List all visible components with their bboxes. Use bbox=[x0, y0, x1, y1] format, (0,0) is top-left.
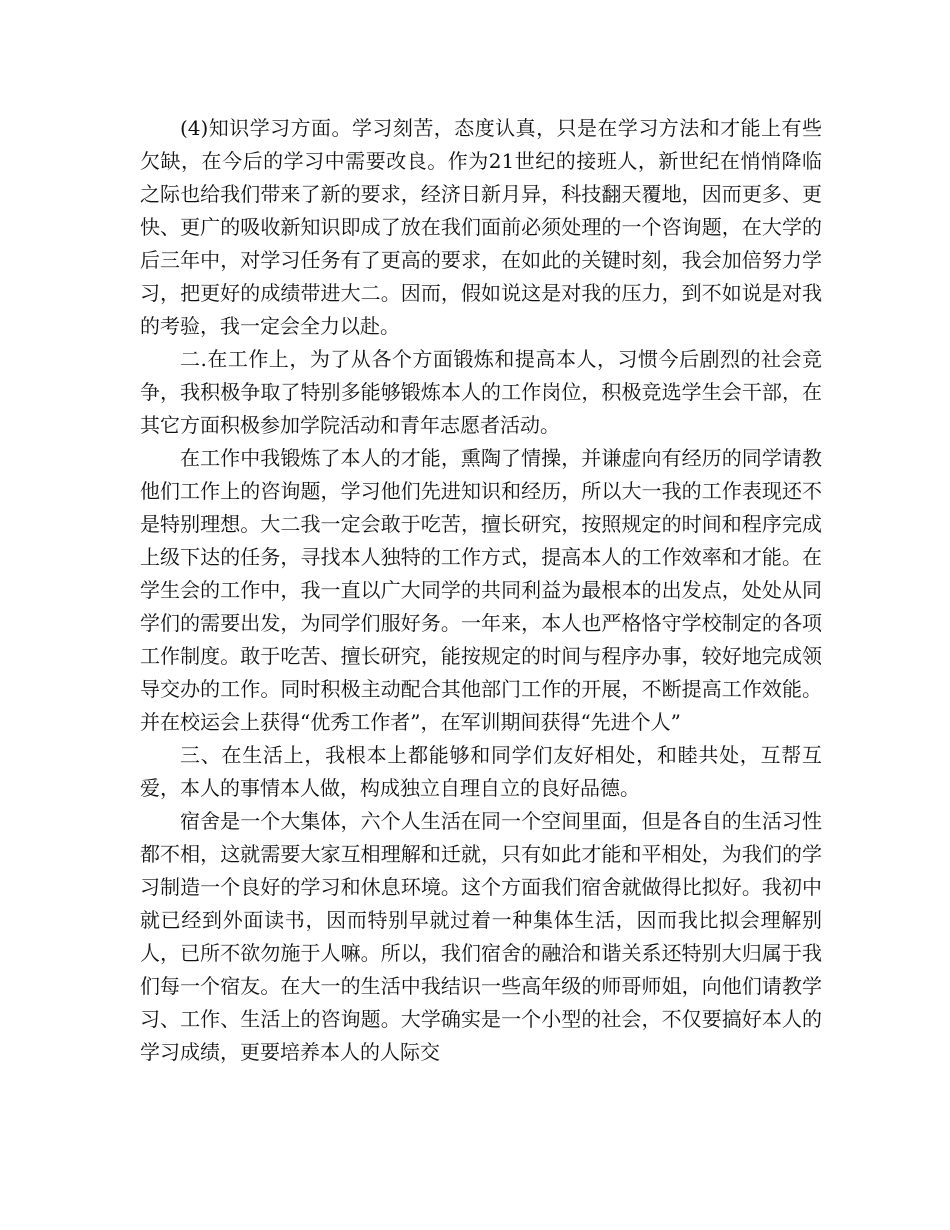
paragraph-study: (4)知识学习方面。学习刻苦，态度认真，只是在学习方法和才能上有些欠缺，在今后的学习中需要改良。作为21世纪的接班人，新世纪在悄悄降临之际也给我们带来了新的要求，经济日新月异，科技翻天覆地，因而更多、更快、更广的吸收新知识即成了放在我们面前必须处理的一个咨询题，在大学的后三年中，对学习任务有了更高的要求，在如此的关键时刻，我会加倍努力学习，把更好的成绩带进大二。因而，假如说这是对我的压力，到不如说是对我的考验，我一定会全力以赴。 bbox=[140, 116, 822, 338]
paragraph-work-detail: 在工作中我锻炼了本人的才能，熏陶了情操，并谦虚向有经历的同学请教他们工作上的咨询题，学习他们先进知识和经历，所以大一我的工作表现还不是特别理想。大二我一定会敢于吃苦，擅长研究，按照规定的时间和程序完成上级下达的任务，寻找本人独特的工作方式，提高本人的工作效率和才能。在学生会的工作中，我一直以广大同学的共同利益为最根本的出发点，处处从同学们的需要出发，为同学们服好务。一年来，本人也严格恪守学校制定的各项工作制度。敢于吃苦、擅长研究，能按规定的时间与程序办事，较好地完成领导交办的工作。同时积极主动配合其他部门工作的开展，不断提高工作效能。并在校运会上获得“优秀工作者”，在军训期间获得“先进个人” bbox=[140, 446, 822, 734]
paragraph-dormitory: 宿舍是一个大集体，六个人生活在同一个空间里面，但是各自的生活习性都不相，这就需要大家互相理解和迁就，只有如此才能和平相处，为我们的学习制造一个良好的学习和休息环境。这个方面我们宿舍就做得比拟好。我初中就已经到外面读书，因而特别早就过着一种集体生活，因而我比拟会理解别人，已所不欲勿施于人嘛。所以，我们宿舍的融洽和谐关系还特别大归属于我们每一个宿友。在大一的生活中我结识一些高年级的师哥师姐，向他们请教学习、工作、生活上的咨询题。大学确实是一个小型的社会，不仅要搞好本人的学习成绩，更要培养本人的人际交 bbox=[140, 809, 822, 1064]
paragraph-life-intro: 三、在生活上，我根本上都能够和同学们友好相处，和睦共处，互帮互爱，本人的事情本人做，构成独立自理自立的良好品德。 bbox=[140, 743, 822, 800]
paragraph-work-intro: 二.在工作上，为了从各个方面锻炼和提高本人，习惯今后剧烈的社会竞争，我积极争取了特别多能够锻炼本人的工作岗位，积极竞选学生会干部，在其它方面积极参加学院活动和青年志愿者活动。 bbox=[140, 347, 822, 437]
document-body bbox=[140, 112, 822, 1069]
